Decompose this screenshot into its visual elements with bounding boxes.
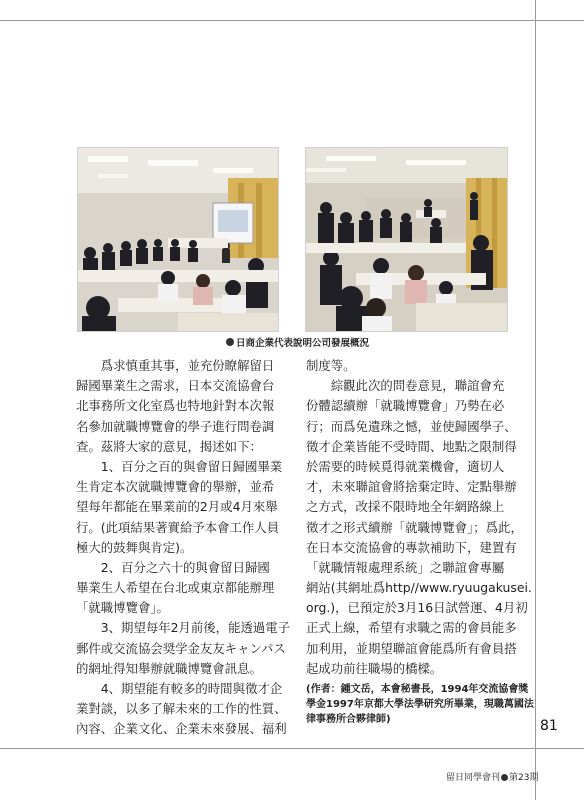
text-line: 行；而爲免遺珠之憾，並使歸國學子、 <box>306 418 517 434</box>
trim-line-right <box>535 0 536 800</box>
text-line: 「就職博覽會」。 <box>76 600 169 616</box>
text-line: 2、百分之六十的與會留日歸國 <box>76 559 270 575</box>
footer-dot-icon <box>501 774 508 781</box>
footer-issue: 第23期 <box>509 773 539 783</box>
photo-presentation <box>77 147 279 332</box>
text-line: 3、期望每年2月前後，能透過電子 <box>76 620 291 636</box>
text-line: 爲求慎重其事，並充份瞭解留日 <box>76 358 275 373</box>
photo-meeting-room <box>305 147 508 332</box>
text-line: 畢業生人希望在台北或東京都能辦理 <box>76 580 275 596</box>
text-line: 在日本交流協會的專款補助下，建置有 <box>306 539 517 555</box>
caption-bullet <box>226 338 234 346</box>
text-line: 才，未來聯誼會將捨棄定時、定點舉辦 <box>306 479 517 495</box>
text-line: 業對談，以多了解未來的工作的性質、 <box>76 701 287 717</box>
author-note-line: 律事務所合夥律師) <box>306 714 391 725</box>
text-line: 極大的鼓舞與肯定)。 <box>76 539 193 555</box>
text-line: 查。茲將大家的意見，揭述如下： <box>76 438 262 454</box>
text-line: 制度等。 <box>306 358 356 373</box>
photo-caption <box>226 335 369 349</box>
text-line: 正式上線，希望有求職之需的會員能多 <box>306 620 517 636</box>
text-line: 望每年都能在畢業前的2月或4月來舉 <box>76 499 278 515</box>
text-line: 徵才企業皆能不受時間、地點之限制得 <box>306 438 517 454</box>
article-column-left <box>76 356 291 740</box>
text-line: 徵才之形式續辦「就職博覽會」；爲此， <box>306 519 523 535</box>
author-note <box>306 682 534 727</box>
text-line: 4、期望能有較多的時間與徵才企 <box>76 681 283 696</box>
text-line: 於需要的時候覓得就業機會，適切人 <box>306 458 505 474</box>
text-line: 「就職情報處理系統」之聯誼會專屬 <box>306 559 505 575</box>
article-column-right <box>306 356 534 727</box>
publication-footer <box>446 770 538 783</box>
text-line: 北事務所文化室爲也特地針對本次報 <box>76 398 275 414</box>
author-note-line: (作者：鍾文岳，本會秘書長，1994年交流協會獎 <box>306 684 529 695</box>
text-line: 歸國畢業生之需求，日本交流協會台 <box>76 378 275 394</box>
text-line: 之方式，改採不限時地全年網路線上 <box>306 499 505 515</box>
text-line: 郵件或交流協会奨学金友友キャンパス <box>76 640 286 656</box>
author-note-line: 學金1997年京都大學法學研究所畢業，現職萬國法 <box>306 699 534 710</box>
caption-text: 日商企業代表說明公司發展概況 <box>236 338 370 349</box>
footer-title: 留日同學會刊 <box>446 773 501 783</box>
text-line: 生肯定本次就職博覽會的舉辦，並希 <box>76 479 275 495</box>
text-line: 內容、企業文化、企業未來發展、福利 <box>76 721 287 737</box>
text-line: 起成功前往職場的橋樑。 <box>306 660 443 676</box>
text-line: 的網址得知舉辦就職博覽會訊息。 <box>76 660 262 676</box>
text-line: 加利用，並期望聯誼會能爲所有會員搭 <box>306 640 517 656</box>
text-line: 份體認續辦「就職博覽會」乃勢在必 <box>306 398 505 414</box>
trim-line-bottom <box>0 748 584 749</box>
text-line: 網站(其網址爲http//www.ryuugakusei. <box>306 580 532 596</box>
page-number: 81 <box>540 718 558 734</box>
trim-line-top <box>0 20 584 21</box>
text-line: 名參加就職博覽會的學子進行問卷調 <box>76 418 275 434</box>
text-line: 1、百分之百的與會留日歸國畢業 <box>76 458 283 474</box>
text-line: 綜觀此次的問卷意見，聯誼會充 <box>306 378 505 394</box>
text-line: 行。(此項結果著實給予本會工作人員 <box>76 519 280 535</box>
text-line: org.)，已預定於3月16日試營運、4月初 <box>306 600 528 616</box>
